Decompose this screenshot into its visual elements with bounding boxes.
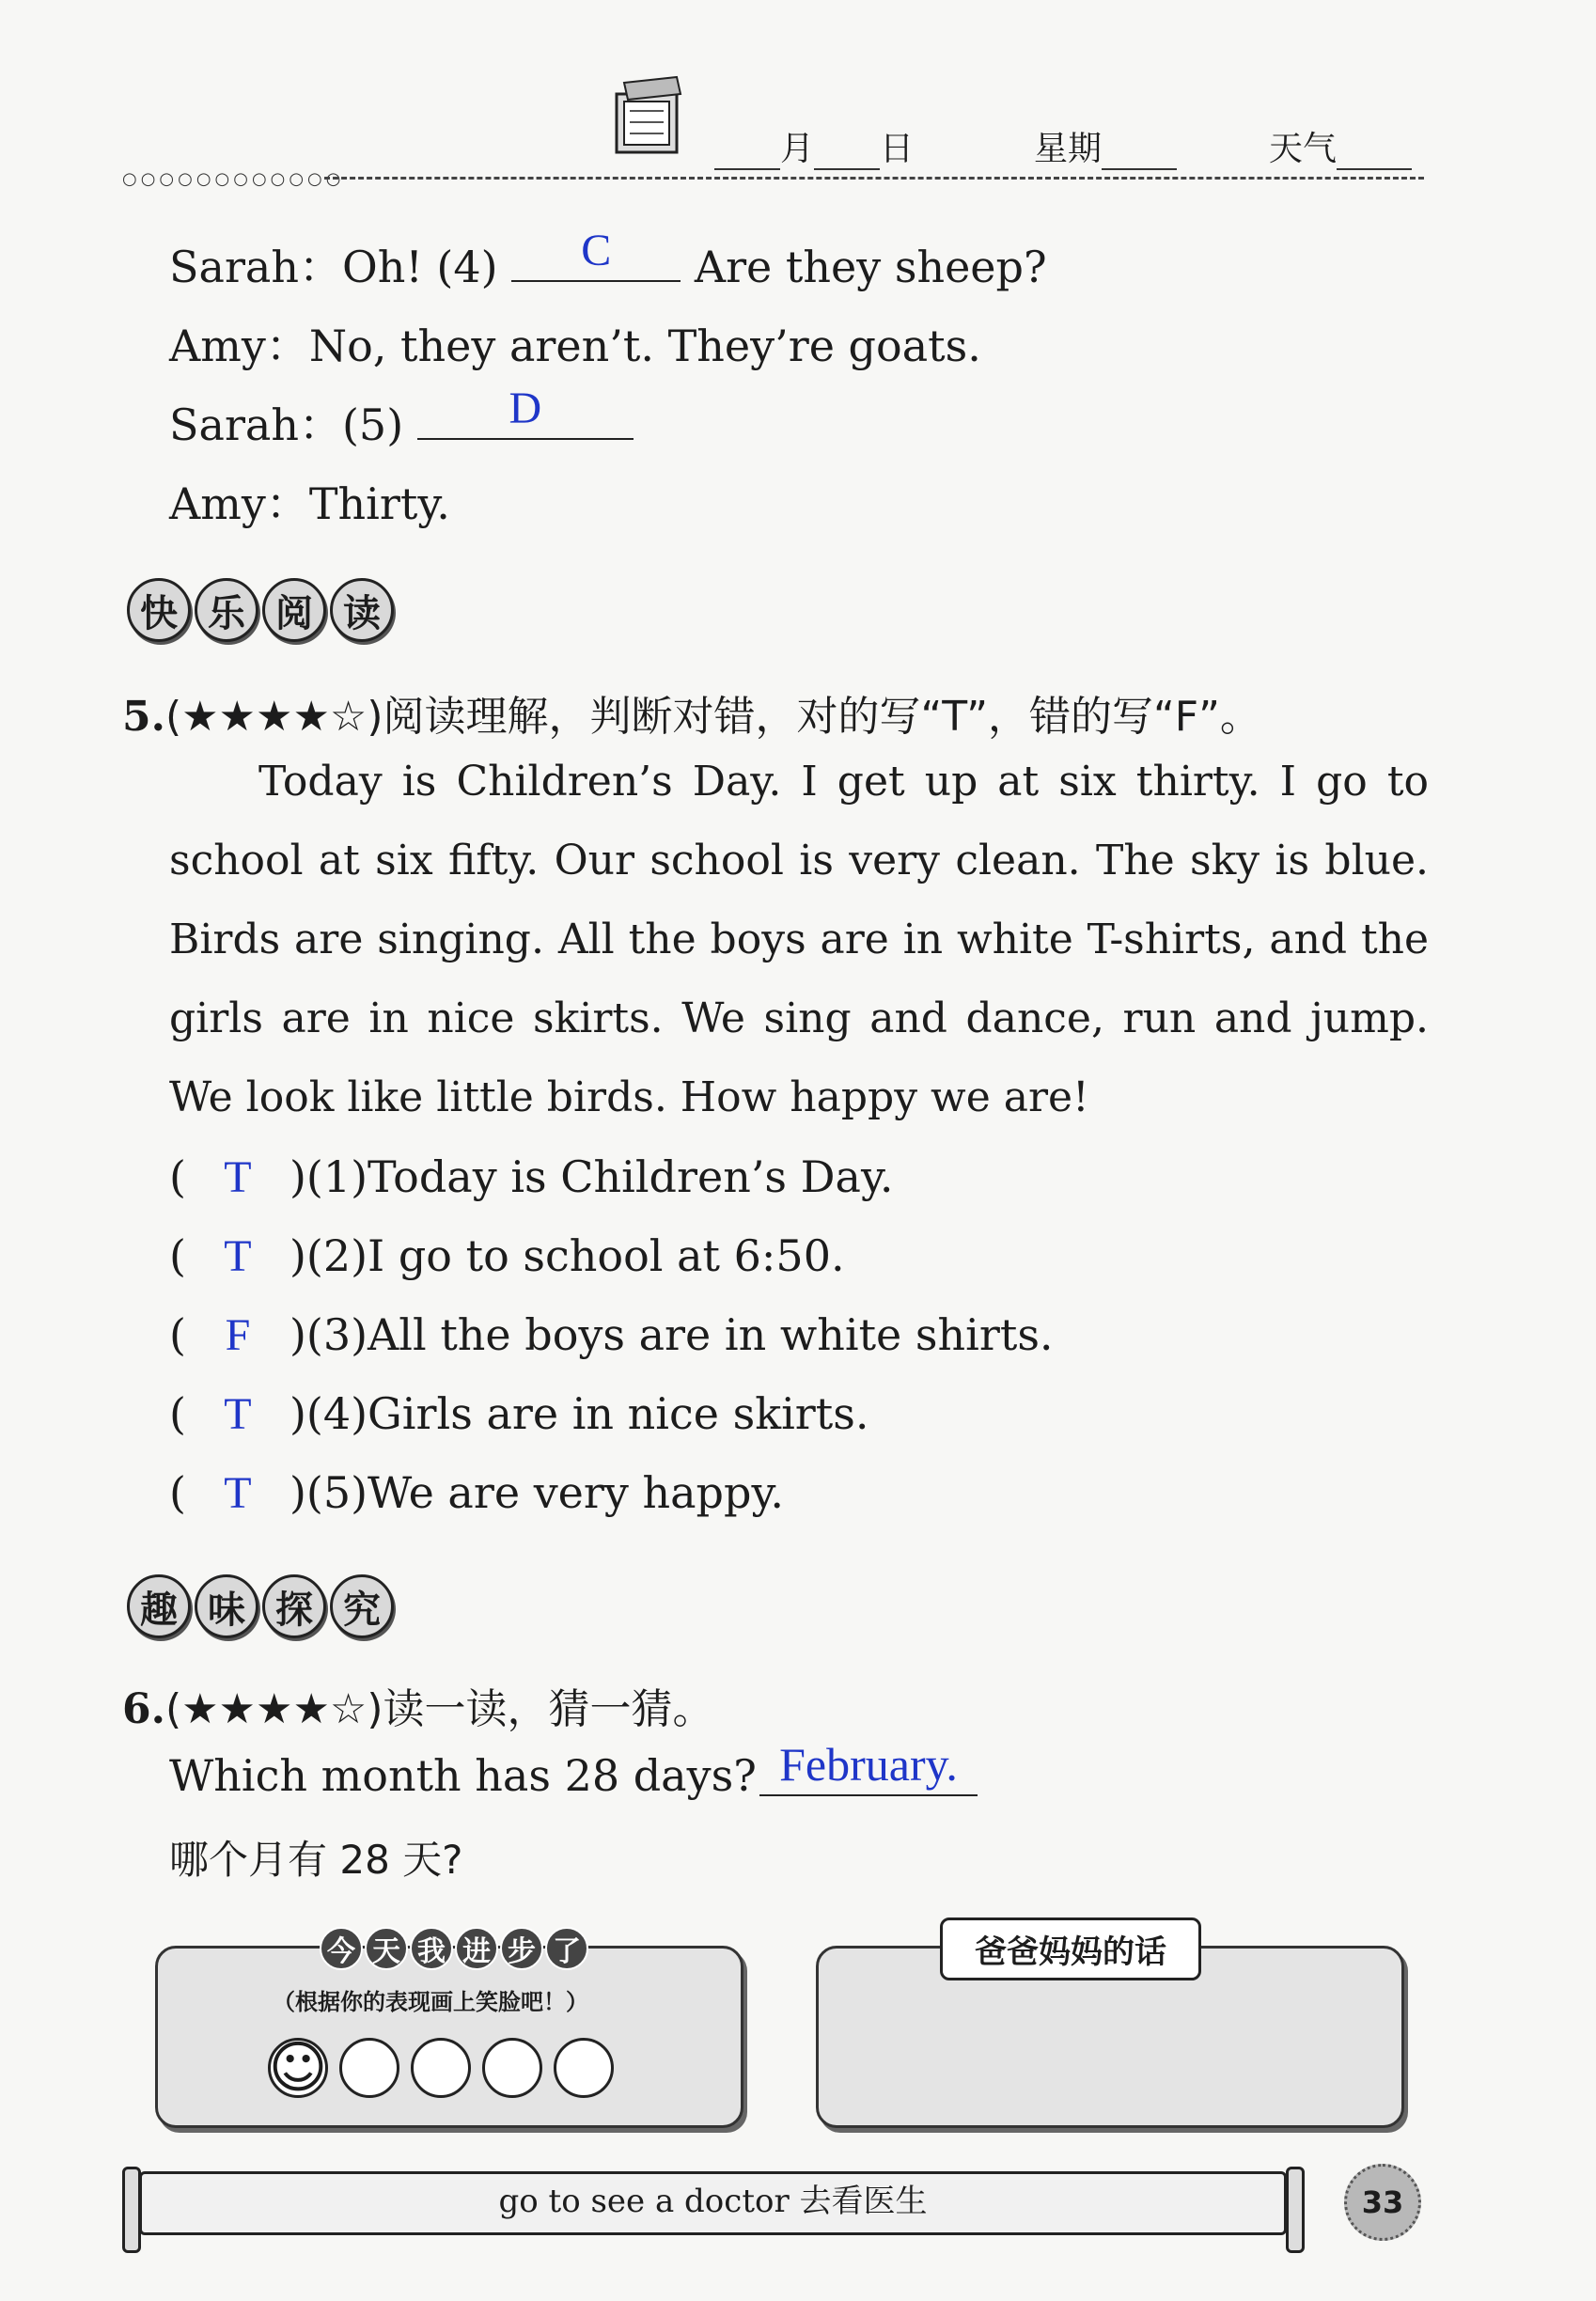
line-suffix: Are they sheep?: [694, 242, 1047, 292]
tf-statement: )(2)I go to school at 6:50.: [289, 1230, 845, 1281]
tf-statement: )(1)Today is Children’s Day.: [289, 1151, 894, 1202]
line-text: Thirty.: [308, 478, 450, 529]
smiley-circle[interactable]: [482, 2038, 542, 2098]
title-char: 今: [320, 1927, 363, 1970]
speaker: Amy：: [169, 478, 309, 529]
tf-answer-3[interactable]: F: [225, 1310, 251, 1360]
tf-answer-5[interactable]: T: [224, 1468, 252, 1518]
footer-bar-cap-right: [1286, 2167, 1305, 2253]
weekday-field: [1034, 122, 1177, 170]
month-label: 月: [780, 130, 815, 168]
month-blank[interactable]: [714, 136, 780, 170]
smiley-circle[interactable]: [411, 2038, 471, 2098]
footer-phrase: go to see a doctor 去看医生: [498, 2183, 928, 2220]
tf-answer-2[interactable]: T: [224, 1231, 252, 1281]
title-char: 进: [455, 1927, 498, 1970]
speaker: Sarah：: [169, 399, 342, 450]
riddle-answer-blank[interactable]: [759, 1734, 978, 1796]
calendar-icon: [611, 73, 686, 158]
tf-answer-4[interactable]: T: [224, 1389, 252, 1439]
parents-label: 爸爸妈妈的话: [940, 1918, 1201, 1980]
smiley-circle[interactable]: [554, 2038, 614, 2098]
answer-5: D: [509, 384, 542, 433]
badge-char: 乐: [195, 578, 258, 642]
weekday-blank[interactable]: [1102, 136, 1177, 170]
smiley-face-circle[interactable]: ☺: [268, 2035, 328, 2101]
header-divider: [324, 177, 1424, 180]
line-text: No, they aren’t. They’re goats.: [308, 321, 981, 371]
riddle-question-en: [169, 1750, 757, 1801]
badge-char: 探: [262, 1574, 326, 1638]
date-fields: [714, 122, 914, 170]
tf-item-5: [169, 1467, 784, 1519]
smiley-circle[interactable]: [339, 2038, 399, 2098]
line-prefix: (5): [341, 399, 404, 450]
question-number: 6.: [122, 1685, 165, 1733]
tf-item-3: [169, 1309, 1054, 1361]
footer-bar: [139, 2171, 1287, 2235]
riddle-question-cn: 哪个月有 28 天?: [169, 1837, 463, 1883]
line-prefix: Oh! (4): [341, 242, 498, 292]
weather-blank[interactable]: [1337, 136, 1412, 170]
smiley-row: [268, 2035, 614, 2101]
progress-title: [320, 1927, 588, 1970]
paren-open: (: [169, 1467, 186, 1518]
header-dots: ○○○○○○○○○○○○: [122, 169, 345, 189]
tf-statement: )(5)We are very happy.: [289, 1467, 784, 1518]
badge-char: 趣: [127, 1574, 191, 1638]
speaker: Sarah：: [169, 242, 342, 292]
question-5-title: [122, 682, 1261, 743]
riddle-text: Which month has 28 days?: [169, 1750, 757, 1801]
title-char: 我: [410, 1927, 453, 1970]
question-6-title: [122, 1675, 714, 1735]
dialogue-line-3: [169, 384, 634, 453]
day-blank[interactable]: [814, 136, 880, 170]
tf-item-1: [169, 1151, 893, 1203]
badge-char: 味: [195, 1574, 258, 1638]
answer-blank-5[interactable]: [417, 384, 634, 440]
title-char: 步: [500, 1927, 543, 1970]
badge-char: 读: [330, 578, 394, 642]
reading-passage: Today is Children’s Day. I get up at six thirty. I go to school at six fifty. Our school is very clean. The sky is blue. Birds are singing. All the boys are in white T-shirts, and the girls are in nice skirts. We sing and dance, run and jump. We look like little birds. How happy we are!: [169, 758, 1429, 1121]
footer-bar-cap-left: [122, 2167, 141, 2253]
question-instruction: (★★★★☆)阅读理解，判断对错，对的写“T”，错的写“F”。: [164, 693, 1261, 741]
answer-blank-4[interactable]: [511, 226, 681, 282]
progress-instruction: （根据你的表现画上笑脸吧！）: [273, 1989, 588, 2015]
weather-field: [1269, 122, 1412, 170]
paren-open: (: [169, 1151, 186, 1202]
title-char: 了: [545, 1927, 588, 1970]
weather-label: 天气: [1269, 130, 1338, 168]
tf-statement: )(4)Girls are in nice skirts.: [289, 1388, 869, 1439]
speaker: Amy：: [169, 321, 309, 371]
section-badge-reading: [127, 578, 394, 642]
tf-statement: )(3)All the boys are in white shirts.: [289, 1309, 1054, 1360]
tf-answer-1[interactable]: T: [224, 1152, 252, 1202]
dialogue-line-1: [169, 226, 1047, 295]
day-label: 日: [880, 130, 915, 168]
badge-char: 阅: [262, 578, 326, 642]
section-badge-explore: [127, 1574, 394, 1638]
answer-4: C: [581, 226, 612, 275]
tf-item-2: [169, 1230, 845, 1282]
tf-item-4: [169, 1388, 869, 1440]
badge-char: 究: [330, 1574, 394, 1638]
dialogue-line-2: [169, 312, 981, 374]
paren-open: (: [169, 1230, 186, 1281]
question-instruction: (★★★★☆)读一读，猜一猜。: [164, 1685, 714, 1733]
paren-open: (: [169, 1388, 186, 1439]
paren-open: (: [169, 1309, 186, 1360]
badge-char: 快: [127, 578, 191, 642]
title-char: 天: [365, 1927, 408, 1970]
weekday-label: 星期: [1034, 130, 1103, 168]
page-number: 33: [1344, 2164, 1421, 2241]
dialogue-line-4: [169, 470, 450, 532]
riddle-answer: February.: [779, 1738, 958, 1791]
progress-box: [155, 1946, 743, 2128]
question-number: 5.: [122, 693, 165, 741]
